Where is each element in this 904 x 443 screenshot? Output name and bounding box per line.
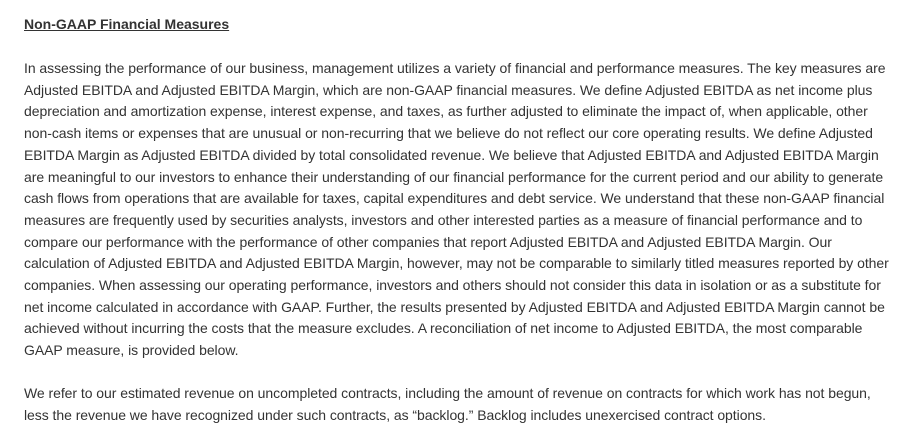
section-heading: Non-GAAP Financial Measures [24, 16, 230, 32]
paragraph-non-gaap-definition: In assessing the performance of our business, management utilizes a variety of financial and performance measures. The key measures are Adjusted EBITDA and Adjusted EBITDA Margin, which are non-GAAP financial measures. We define Adjusted EBITDA as net income plus depreciation and amortization expense, interest expense, and taxes, as further adjusted to eliminate the impact of, when applicable, other non-cash items or expenses that are unusual or non-recurring that we believe do not reflect our core operating results. We define Adjusted EBITDA Margin as Adjusted EBITDA divided by total consolidated revenue. We believe that Adjusted EBITDA and Adjusted EBITDA Margin are meaningful to our investors to enhance their understanding of our financial performance for the current period and our ability to generate cash flows from operations that are available for taxes, capital expenditures and debt service. We understand that these non-GAAP financial measures are frequently used by securities analysts, investors and other interested parties as a measure of financial performance and to compare our performance with the performance of other companies that report Adjusted EBITDA and Adjusted EBITDA Margin. Our calculation of Adjusted EBITDA and Adjusted EBITDA Margin, however, may not be comparable to similarly titled measures reported by other companies. When assessing our operating performance, investors and others should not consider this data in isolation or as a substitute for net income calculated in accordance with GAAP. Further, the results presented by Adjusted EBITDA and Adjusted EBITDA Margin cannot be achieved without incurring the costs that the measure excludes. A reconciliation of net income to Adjusted EBITDA, the most comparable GAAP measure, is provided below. [24, 60, 889, 359]
paragraph-backlog-definition: We refer to our estimated revenue on uncompleted contracts, including the amount of revenue on contracts for which work has not begun, less the revenue we have recognized under such contracts, as “backlog.” Backlog includes unexercised contract options. [24, 384, 871, 423]
